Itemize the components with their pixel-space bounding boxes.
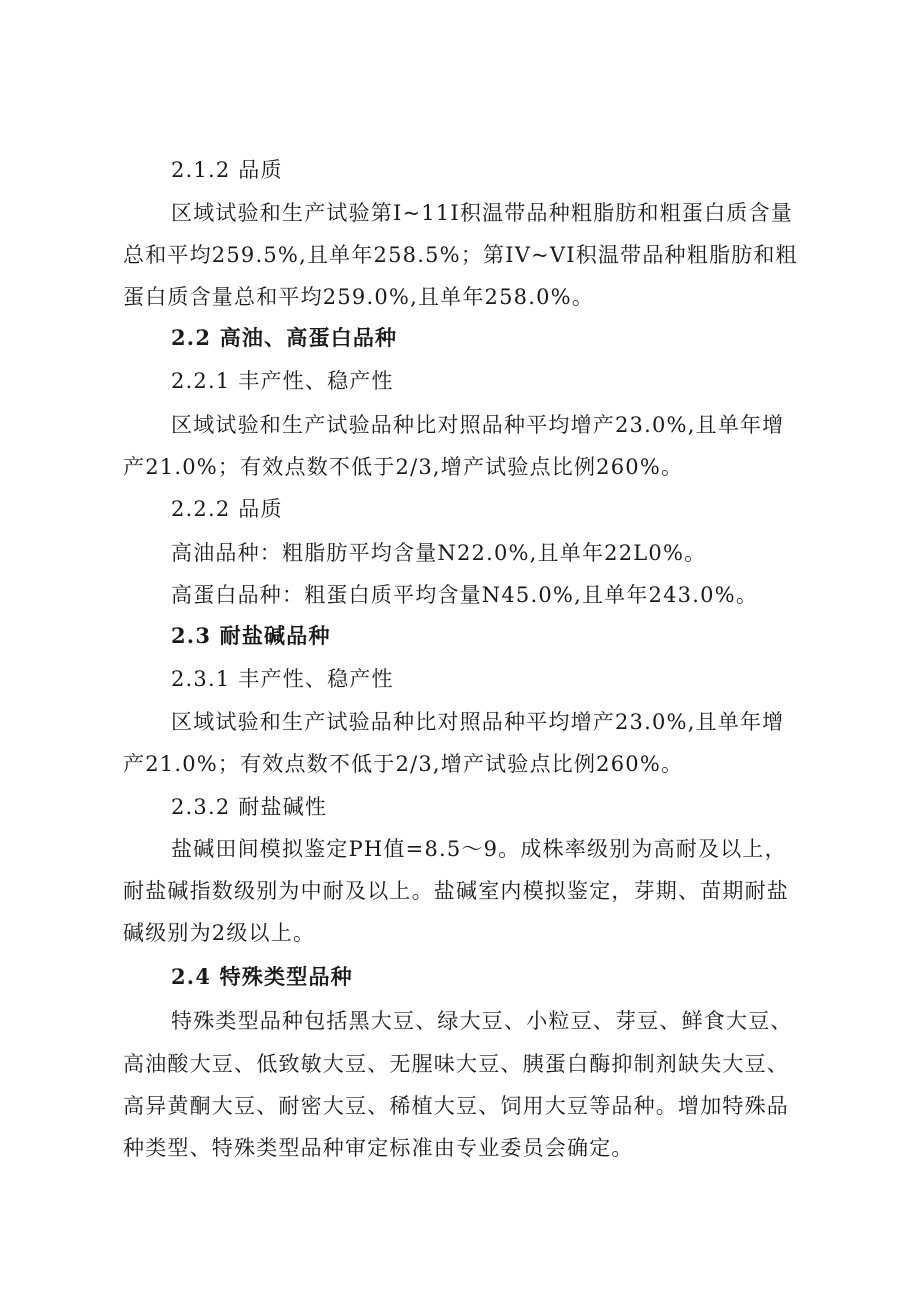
paragraph-line: 特殊类型品种包括黑大豆、绿大豆、小粒豆、芽豆、鲜食大豆、 xyxy=(171,1009,793,1033)
section-2-3-1-heading: 2.3.1 丰产性、稳产性 xyxy=(171,667,394,691)
section-2-3-heading: 2.3 耐盐碱品种 xyxy=(171,623,331,648)
paragraph-line: 高油酸大豆、低致敏大豆、无腥味大豆、胰蛋白酶抑制剂缺失大豆、 xyxy=(123,1052,789,1076)
paragraph-line: 蛋白质含量总和平均259.0%,且单年258.0%。 xyxy=(123,285,595,309)
section-2-2-2-heading: 2.2.2 品质 xyxy=(171,497,283,521)
section-2-4-heading: 2.4 特殊类型品种 xyxy=(171,964,353,989)
paragraph-line: 高油品种：粗脂肪平均含量N22.0%,且单年22L0%。 xyxy=(171,541,707,565)
paragraph-line: 产21.0%；有效点数不低于2/3,增产试验点比例260%。 xyxy=(123,455,684,479)
section-2-2-1-heading: 2.2.1 丰产性、稳产性 xyxy=(171,369,394,393)
paragraph-line: 碱级别为2级以上。 xyxy=(123,921,316,945)
paragraph-line: 区域试验和生产试验第I~11I积温带品种粗脂肪和粗蛋白质含量 xyxy=(171,201,793,225)
paragraph-line: 产21.0%；有效点数不低于2/3,增产试验点比例260%。 xyxy=(123,752,684,776)
section-2-3-2-heading: 2.3.2 耐盐碱性 xyxy=(171,795,328,819)
paragraph-line: 区域试验和生产试验品种比对照品种平均增产23.0%,且单年增 xyxy=(171,710,785,734)
paragraph-line: 总和平均259.5%,且单年258.5%；第IV~VI积温带品种粗脂肪和粗 xyxy=(123,243,798,267)
paragraph-line: 盐碱田间模拟鉴定PH值=8.5～9。成株率级别为高耐及以上， xyxy=(171,837,787,861)
paragraph-line: 高蛋白品种：粗蛋白质平均含量N45.0%,且单年243.0%。 xyxy=(171,583,759,607)
section-2-1-2-heading: 2.1.2 品质 xyxy=(171,158,283,182)
paragraph-line: 高异黄酮大豆、耐密大豆、稀植大豆、饲用大豆等品种。增加特殊品 xyxy=(123,1094,789,1118)
section-2-2-heading: 2.2 高油、高蛋白品种 xyxy=(171,325,398,350)
paragraph-line: 区域试验和生产试验品种比对照品种平均增产23.0%,且单年增 xyxy=(171,413,785,437)
paragraph-line: 耐盐碱指数级别为中耐及以上。盐碱室内模拟鉴定，芽期、苗期耐盐 xyxy=(123,879,789,903)
paragraph-line: 种类型、特殊类型品种审定标准由专业委员会确定。 xyxy=(123,1136,634,1160)
